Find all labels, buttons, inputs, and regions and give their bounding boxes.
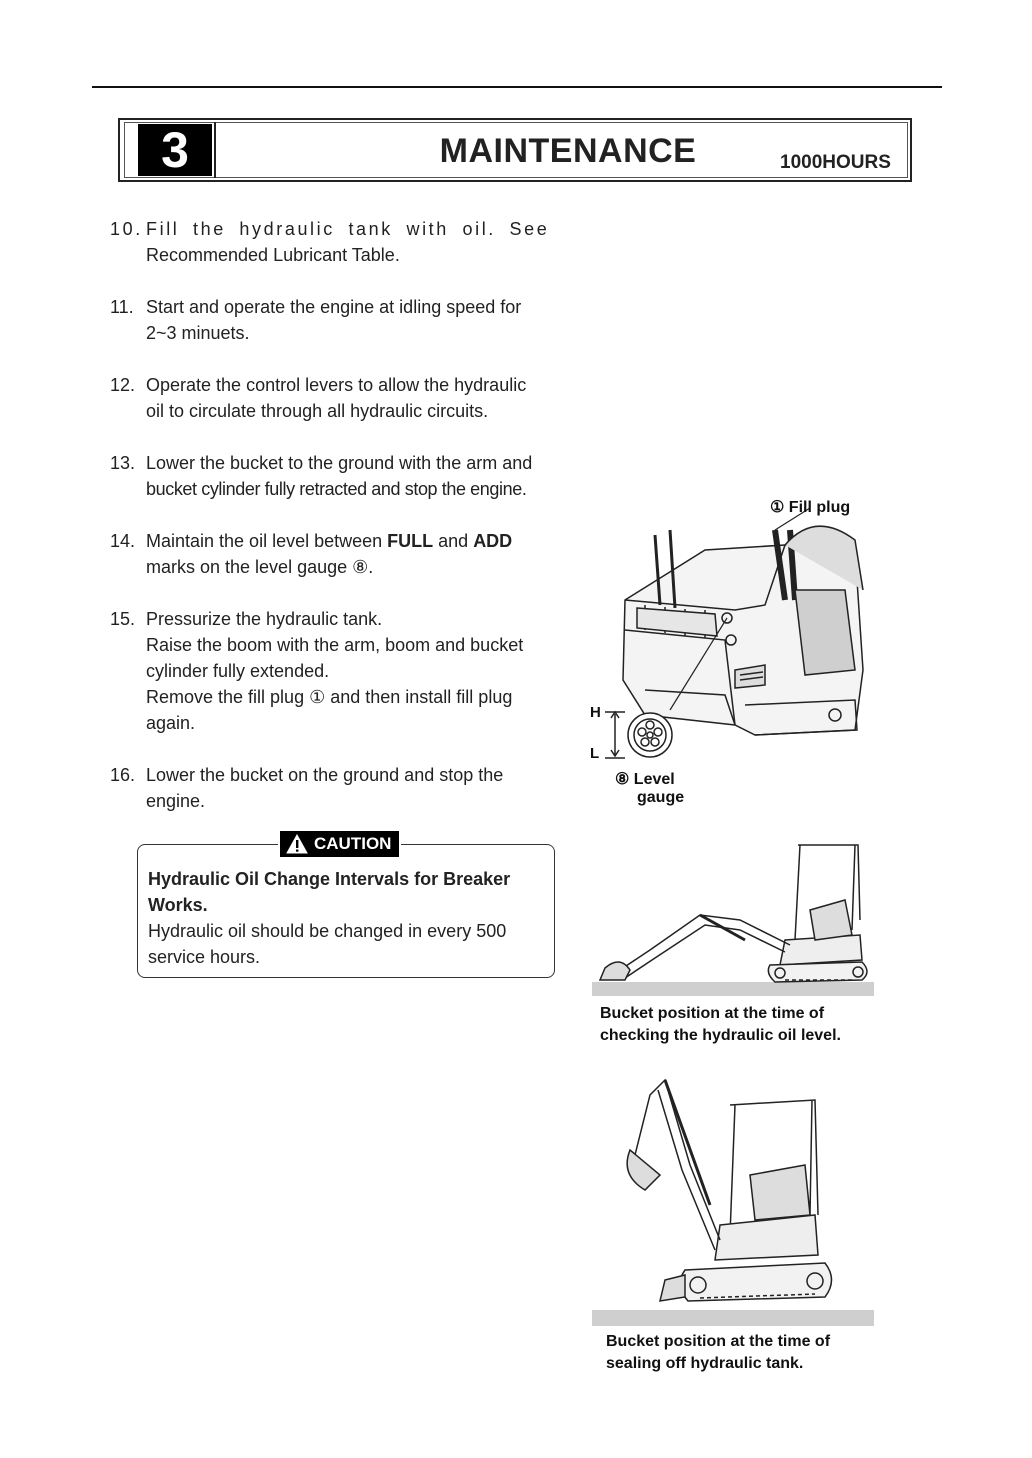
caution-body: Hydraulic oil should be changed in every 500 service hours. — [148, 921, 507, 967]
step-text-line: Start and operate the engine at idling speed for — [146, 297, 522, 317]
fill-plug-label: ① Fill plug — [770, 499, 851, 516]
figure-caption-checking — [600, 1003, 841, 1047]
caption-line: sealing off hydraulic tank. — [606, 1355, 804, 1372]
step-text-line: oil to circulate through all hydraulic circuits. — [146, 401, 489, 421]
step-16 — [110, 762, 560, 814]
procedure-steps — [110, 216, 560, 840]
step-14 — [110, 528, 560, 580]
excavator-boom-raised-illustration — [590, 1065, 880, 1327]
step-text-line — [146, 528, 560, 554]
step-text-line: marks on the level gauge ⑧. — [146, 557, 374, 577]
step-text-line: Raise the boom with the arm, boom and bucket — [146, 635, 524, 655]
step-11 — [110, 294, 560, 346]
level-gauge-label-line2: gauge — [637, 789, 685, 806]
warning-triangle-icon — [286, 834, 308, 854]
step-number: 12. — [110, 375, 136, 395]
step-text-line: Lower the bucket on the ground and stop the — [146, 765, 504, 785]
top-rule — [92, 86, 942, 88]
section-header — [118, 118, 914, 184]
step-number: 11. — [110, 297, 134, 317]
step-text-line: Lower the bucket to the ground with the arm and — [146, 453, 533, 473]
step-text-line: Pressurize the hydraulic tank. — [146, 609, 383, 629]
step-text-line: Remove the fill plug ① and then install fill plug — [146, 687, 513, 707]
caution-label — [278, 831, 401, 857]
caution-content — [148, 866, 548, 970]
step-12 — [110, 372, 560, 424]
step-text-line: bucket cylinder fully retracted and stop the engine. — [146, 479, 527, 499]
step-text-line: Fill the hydraulic tank with oil. See — [146, 219, 550, 239]
figure-caption-sealing — [606, 1331, 830, 1375]
step-number: 16. — [110, 765, 136, 785]
excavator-bucket-down-illustration — [590, 840, 880, 1000]
step-text-line: Operate the control levers to allow the hydraulic — [146, 375, 527, 395]
caption-line: checking the hydraulic oil level. — [600, 1027, 841, 1044]
step-13 — [110, 450, 560, 502]
step-text: Maintain the oil level between — [146, 531, 388, 551]
h-mark: H — [590, 704, 601, 721]
step-number: 10. — [110, 219, 143, 239]
step-10 — [110, 216, 560, 268]
step-number: 15. — [110, 609, 136, 629]
chapter-number: 3 — [138, 124, 212, 176]
step-text-line: engine. — [146, 791, 206, 811]
level-gauge-label: ⑧ Level — [615, 771, 675, 788]
engine-compartment-illustration — [585, 490, 875, 820]
header-divider — [214, 122, 216, 178]
step-text-line: cylinder fully extended. — [146, 661, 330, 681]
step-text-line: Recommended Lubricant Table. — [146, 245, 400, 265]
interval-label: 1000HOURS — [780, 152, 891, 173]
step-number: 14. — [110, 531, 136, 551]
caption-line: Bucket position at the time of — [606, 1333, 831, 1350]
step-text-line: again. — [146, 713, 196, 733]
l-mark: L — [590, 745, 600, 762]
section-title: MAINTENANCE — [439, 132, 697, 170]
step-text: and — [433, 531, 474, 551]
full-mark-label: FULL — [387, 531, 434, 551]
step-15 — [110, 606, 560, 736]
add-mark-label: ADD — [473, 531, 513, 551]
caption-line: Bucket position at the time of — [600, 1005, 825, 1022]
caution-label-text: CAUTION — [314, 834, 392, 853]
caution-heading: Hydraulic Oil Change Intervals for Breaker Works. — [148, 869, 511, 915]
step-text-line: 2~3 minuets. — [146, 323, 250, 343]
step-number: 13. — [110, 453, 136, 473]
ground — [592, 982, 874, 996]
ground — [592, 1310, 874, 1326]
